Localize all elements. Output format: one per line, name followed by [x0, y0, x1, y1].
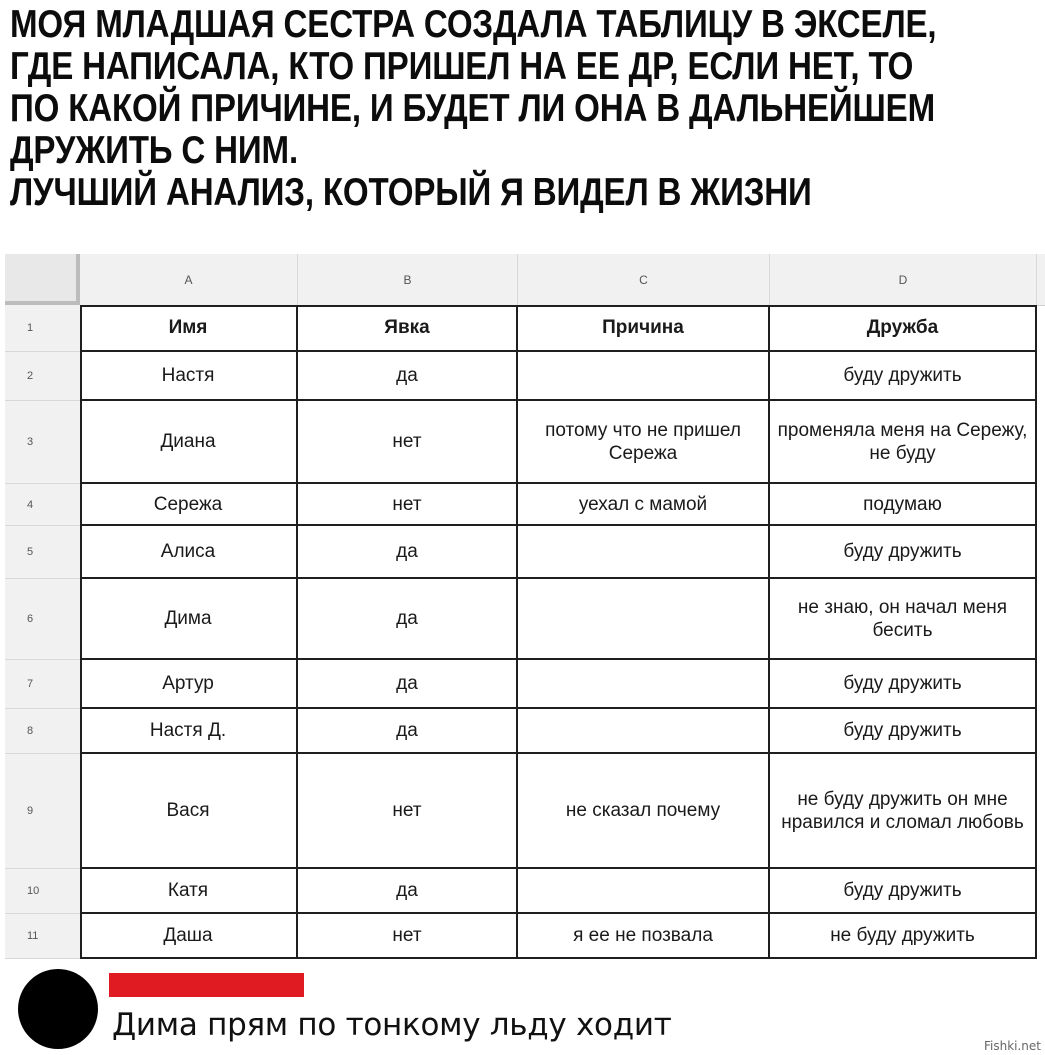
name-cell[interactable]: Катя — [80, 869, 298, 914]
select-all-corner[interactable] — [5, 254, 80, 305]
caption-line: ПО КАКОЙ ПРИЧИНЕ, И БУДЕТ ЛИ ОНА В ДАЛЬНЕЙШЕМ — [10, 87, 935, 130]
reason-cell[interactable]: я ее не позвала — [518, 914, 770, 959]
row-number[interactable]: 5 — [5, 526, 80, 579]
comment-text: Дима прям по тонкому льду ходит — [112, 1007, 672, 1043]
avatar[interactable] — [18, 969, 98, 1049]
name-cell[interactable]: Настя Д. — [80, 709, 298, 754]
friendship-cell[interactable]: буду дружить — [770, 526, 1037, 579]
row-number[interactable]: 9 — [5, 754, 80, 869]
reason-cell[interactable]: не сказал почему — [518, 754, 770, 869]
attendance-cell[interactable]: да — [298, 352, 518, 401]
row-number[interactable]: 11 — [5, 914, 80, 959]
name-cell[interactable]: Дима — [80, 579, 298, 660]
row-number[interactable]: 3 — [5, 401, 80, 484]
column-header-c[interactable]: C — [518, 254, 770, 305]
caption-line: МОЯ МЛАДШАЯ СЕСТРА СОЗДАЛА ТАБЛИЦУ В ЭКСЕЛЕ, — [10, 3, 937, 46]
row-number[interactable]: 2 — [5, 352, 80, 401]
friendship-cell[interactable]: не буду дружить он мне нравился и сломал любовь — [770, 754, 1037, 869]
reason-cell[interactable] — [518, 869, 770, 914]
header-reason-cell[interactable]: Причина — [518, 305, 770, 352]
attendance-cell[interactable]: да — [298, 579, 518, 660]
attendance-cell[interactable]: нет — [298, 401, 518, 484]
attendance-cell[interactable]: да — [298, 869, 518, 914]
friendship-cell[interactable]: буду дружить — [770, 352, 1037, 401]
attendance-cell[interactable]: да — [298, 526, 518, 579]
caption-line: ГДЕ НАПИСАЛА, КТО ПРИШЕЛ НА ЕЕ ДР, ЕСЛИ НЕТ, ТО — [10, 45, 914, 88]
friendship-cell[interactable]: променяла меня на Сережу, не буду — [770, 401, 1037, 484]
name-cell[interactable]: Сережа — [80, 484, 298, 526]
attendance-cell[interactable]: нет — [298, 914, 518, 959]
attendance-cell[interactable]: нет — [298, 484, 518, 526]
name-cell[interactable]: Диана — [80, 401, 298, 484]
caption-line: ДРУЖИТЬ С НИМ. — [10, 129, 298, 172]
redacted-username — [109, 973, 304, 997]
column-header-a[interactable]: A — [80, 254, 298, 305]
row-number[interactable]: 4 — [5, 484, 80, 526]
column-header-b[interactable]: B — [298, 254, 518, 305]
row-number[interactable]: 6 — [5, 579, 80, 660]
friendship-cell[interactable]: не знаю, он начал меня бесить — [770, 579, 1037, 660]
reason-cell[interactable] — [518, 660, 770, 709]
attendance-cell[interactable]: нет — [298, 754, 518, 869]
row-number[interactable]: 7 — [5, 660, 80, 709]
attendance-cell[interactable]: да — [298, 660, 518, 709]
friendship-cell[interactable]: не буду дружить — [770, 914, 1037, 959]
reason-cell[interactable] — [518, 526, 770, 579]
name-cell[interactable]: Вася — [80, 754, 298, 869]
name-cell[interactable]: Даша — [80, 914, 298, 959]
friendship-cell[interactable]: буду дружить — [770, 709, 1037, 754]
column-header-d[interactable]: D — [770, 254, 1037, 305]
row-number[interactable]: 1 — [5, 305, 80, 352]
row-number[interactable]: 8 — [5, 709, 80, 754]
name-cell[interactable]: Алиса — [80, 526, 298, 579]
name-cell[interactable]: Настя — [80, 352, 298, 401]
reason-cell[interactable] — [518, 352, 770, 401]
caption-line: ЛУЧШИЙ АНАЛИЗ, КОТОРЫЙ Я ВИДЕЛ В ЖИЗНИ — [10, 171, 812, 214]
friendship-cell[interactable]: буду дружить — [770, 869, 1037, 914]
reason-cell[interactable] — [518, 579, 770, 660]
header-name-cell[interactable]: Имя — [80, 305, 298, 352]
reason-cell[interactable] — [518, 709, 770, 754]
name-cell[interactable]: Артур — [80, 660, 298, 709]
attendance-cell[interactable]: да — [298, 709, 518, 754]
friendship-cell[interactable]: подумаю — [770, 484, 1037, 526]
spreadsheet — [5, 254, 1045, 959]
header-attendance-cell[interactable]: Явка — [298, 305, 518, 352]
header-friendship-cell[interactable]: Дружба — [770, 305, 1037, 352]
meme-caption — [10, 4, 1033, 214]
row-number[interactable]: 10 — [5, 869, 80, 914]
reason-cell[interactable]: потому что не пришел Сережа — [518, 401, 770, 484]
friendship-cell[interactable]: буду дружить — [770, 660, 1037, 709]
reason-cell[interactable]: уехал с мамой — [518, 484, 770, 526]
watermark: Fishki.net — [983, 1039, 1041, 1053]
